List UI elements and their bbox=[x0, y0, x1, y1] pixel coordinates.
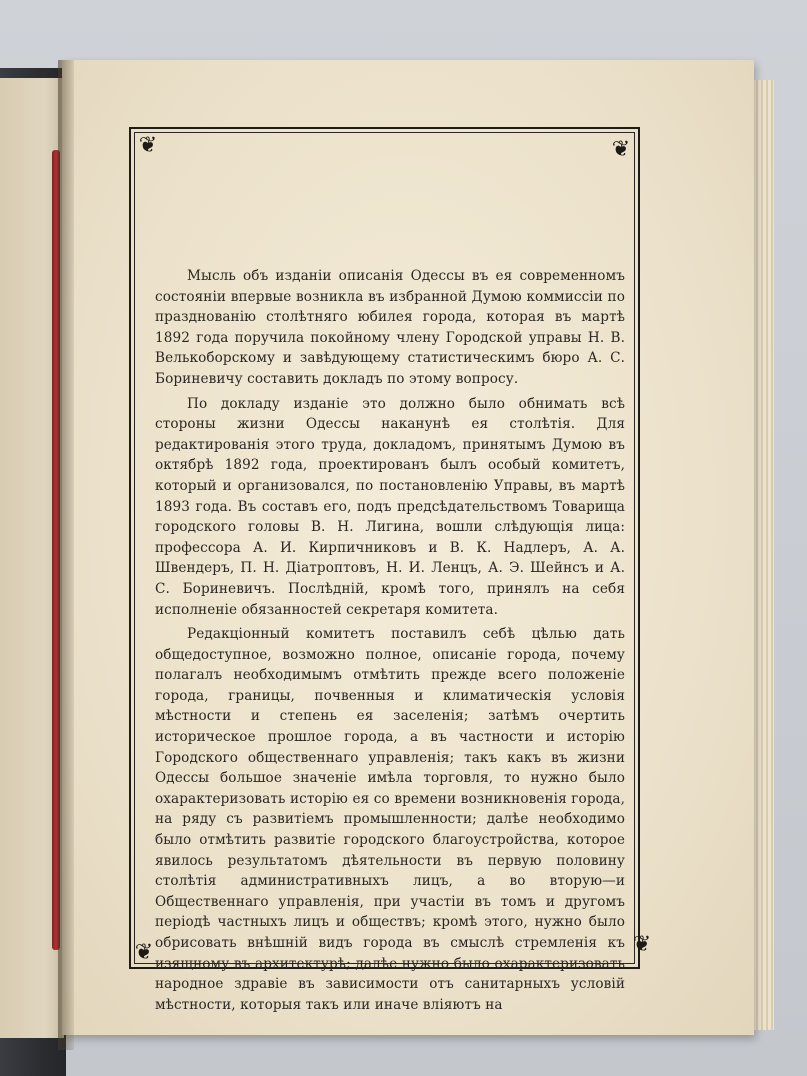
paragraph-3: Редакціонный комитетъ поставилъ себѣ цѣлью дать общедоступное, возможно полное, описаніе города, почему полагалъ необходимымъ отмѣтить прежде всего положеніе города, границы, почвенныя и климатическія условія мѣстности и степень ея заселенія; затѣмъ очертить историческое прошлое города, а въ частности и исторію Городского общественнаго управленія; такъ какъ въ жизни Одессы большое значеніе имѣла торговля, то нужно было охарактеризовать исторію ея со времени возникновенія города, на ряду съ развитіемъ промышленности; далѣе необходимо было отмѣтить развитіе городского благоустройства, которое явилось результатомъ дѣятельности въ первую половину столѣтія административныхъ лицъ, а во вторую—и Общественнаго управленія, при участіи въ томъ и другомъ періодѣ частныхъ лицъ и обществъ; кромѣ этого, нужно было обрисовать внѣшній видъ города въ смыслѣ стремленія къ изящному въ архитектурѣ; далѣе нужно было охарактеризовать народное здравіе въ зависимости отъ санитарныхъ условій мѣстности, которыя такъ или иначе вліяютъ на bbox=[155, 626, 625, 1013]
paragraph-2: По докладу изданіе это должно было обнимать всѣ стороны жизни Одессы наканунѣ ея столѣтія. Для редактированія этого труда, докладомъ, принятымъ Думою въ октябрѣ 1892 года, проектированъ былъ особый комитетъ, который и организовался, по постановленію Управы, въ мартѣ 1893 года. Въ составъ его, подъ предсѣдательствомъ Товарища городского головы В. Н. Лигина, вошли слѣдующія лица: профессора А. И. Кирпичниковъ и В. К. Надлеръ, А. А. Швендеръ, П. Н. Діатроптовъ, Н. И. Ленцъ, А. Э. Шейнсъ и А. С. Бориневичъ. Послѣдній, кромѣ того, принялъ на себя исполненіе обязанностей секретаря комитета. bbox=[155, 395, 625, 618]
corner-ornament-bottom-left-icon: ❦ bbox=[134, 940, 154, 965]
page-gutter-shadow bbox=[58, 60, 74, 1050]
paragraph-1: Мысль объ изданіи описанія Одессы въ ея современномъ состояніи впервые возникла въ избранной Думою коммиссіи по празднованію столѣтняго юбилея города, которая въ мартѣ 1892 года поручила покойному члену Городской управы Н. В. Велькоборскому и завѣдующему статистическимъ бюро А. С. Бориневичу составить докладъ по этому вопросу. bbox=[155, 268, 625, 387]
corner-ornament-top-right-icon: ❦ bbox=[611, 137, 631, 162]
corner-ornament-bottom-right-icon: ❦ bbox=[632, 932, 652, 957]
page-text bbox=[155, 266, 625, 1019]
corner-ornament-top-left-icon: ❦ bbox=[138, 133, 158, 158]
